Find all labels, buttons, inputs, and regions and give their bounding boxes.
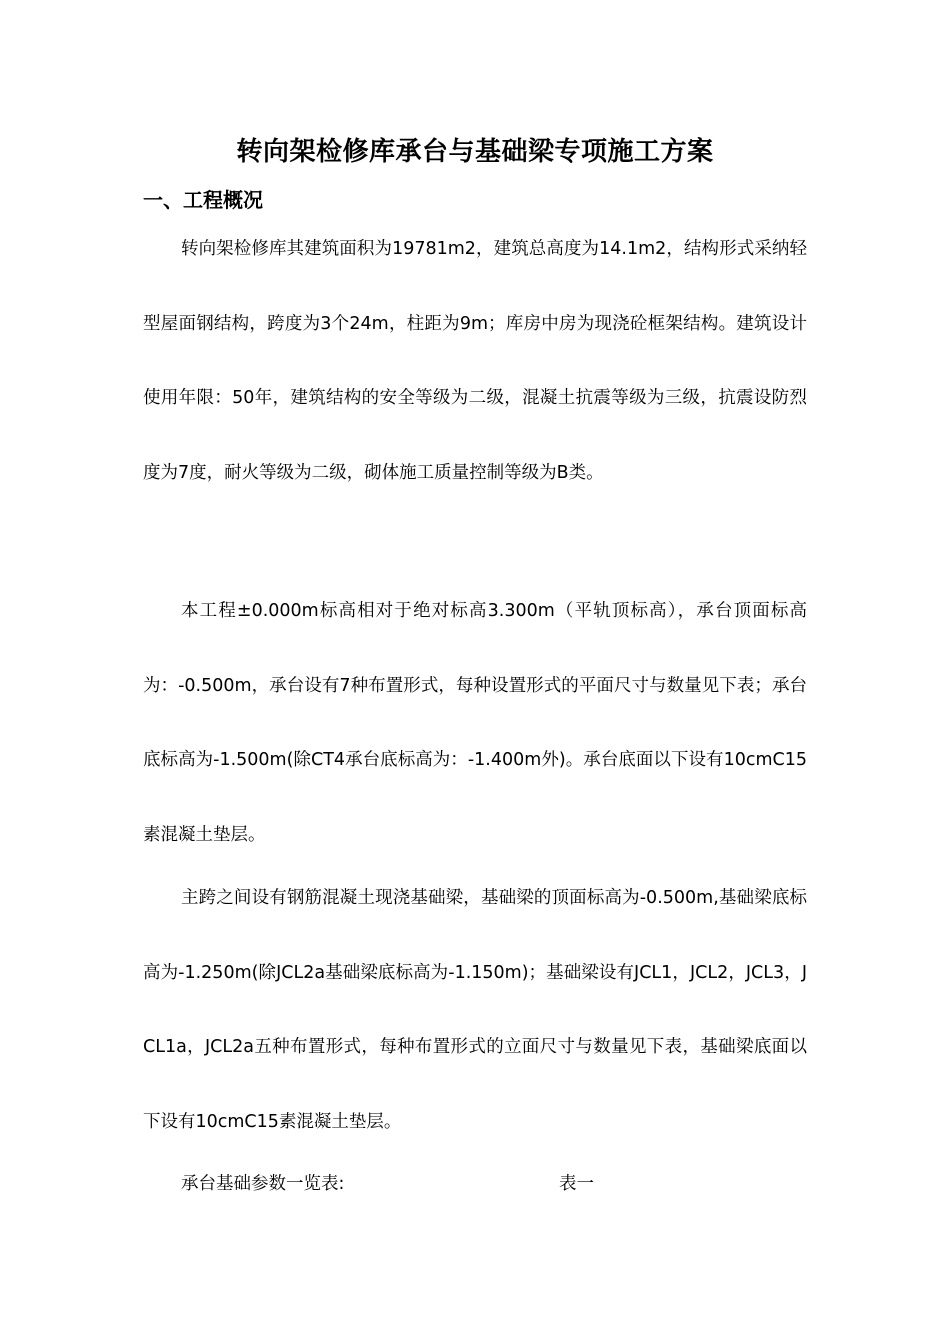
table-caption-number: 表一: [559, 1174, 594, 1194]
paragraph-foundation-beam: 主跨之间设有钢筋混凝土现浇基础梁，基础梁的顶面标高为-0.500m,基础梁底标高为-1.250m(除JCL2a基础梁底标高为-1.150m)；基础梁设有JCL1，JCL2，JCL3，JCL1a，JCL2a五种布置形式，每种布置形式的立面尺寸与数量见下表，基础梁底面以下设有10cmC15素混凝土垫层。: [143, 888, 807, 1132]
paragraph-pile-cap: 本工程±0.000m标高相对于绝对标高3.300m（平轨顶标高），承台顶面标高为：-0.500m，承台设有7种布置形式，每种设置形式的平面尺寸与数量见下表；承台底标高为-1.500m(除CT4承台底标高为：-1.400m外)。承台底面以下设有10cmC15素混凝土垫层。: [143, 601, 807, 845]
section-heading: 一、工程概况: [143, 188, 263, 212]
paragraph-building-overview: 转向架检修库其建筑面积为19781m2，建筑总高度为14.1m2，结构形式采纳轻型屋面钢结构，跨度为3个24m，柱距为9m；库房中房为现浇砼框架结构。建筑设计使用年限：50年，建筑结构的安全等级为二级，混凝土抗震等级为三级，抗震设防烈度为7度，耐火等级为二级，砌体施工质量控制等级为B类。: [143, 239, 807, 483]
document-title: 转向架检修库承台与基础梁专项施工方案: [236, 137, 714, 167]
table-caption-label: 承台基础参数一览表:: [181, 1174, 345, 1194]
